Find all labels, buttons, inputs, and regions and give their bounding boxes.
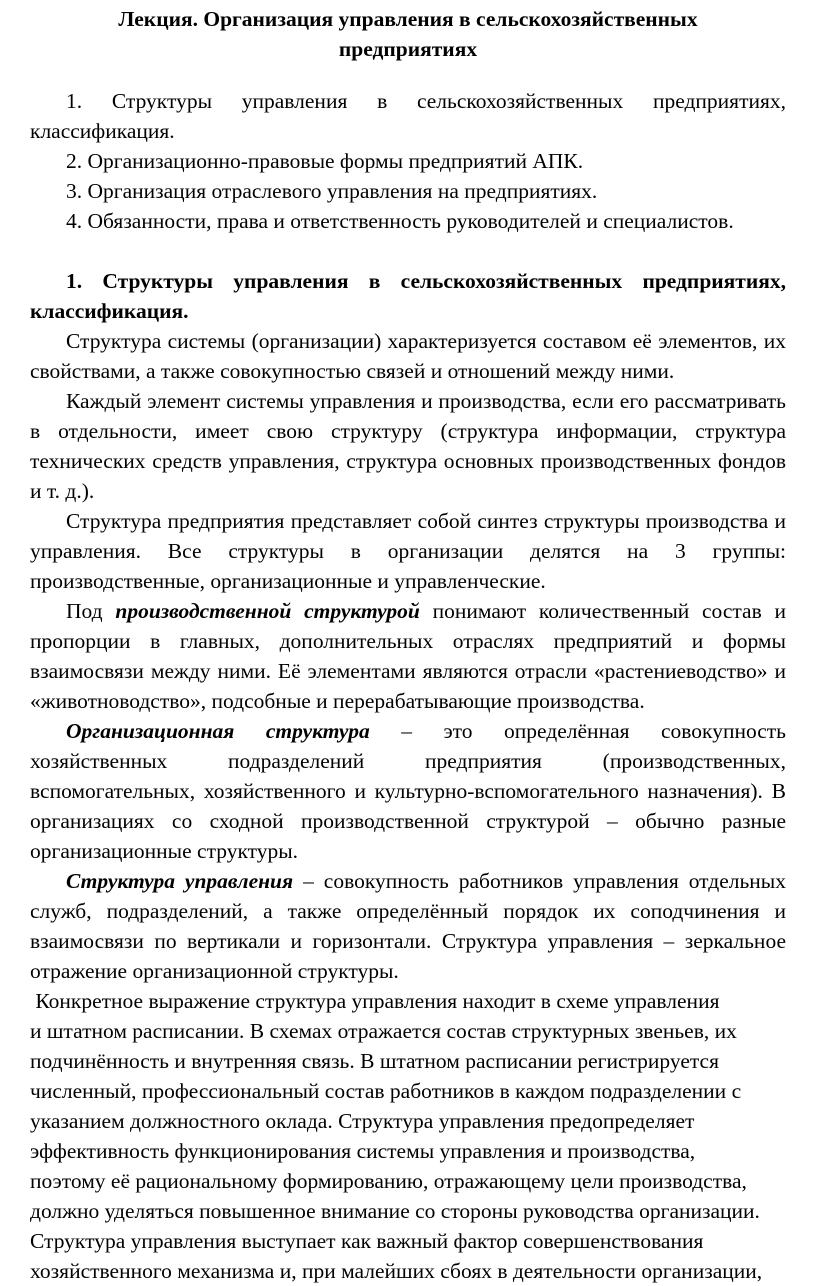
- lecture-title: [30, 4, 786, 64]
- expression-line-9: Структура управления выступает как важный фактор совершенствования: [30, 1229, 704, 1253]
- expression-line-2: и штатном расписании. В схемах отражается состав структурных звеньев, их: [30, 1019, 737, 1043]
- paragraph-enterprise-structure: Структура предприятия представляет собой синтез структуры производства и управления. Все структуры в организации делятся на 3 группы: производственные, организационные и управленческие.: [30, 509, 786, 593]
- management-structure-text: – совокупность работников управления отдельных служб, подразделений, а также определённый порядок их соподчинения и взаимосвязи по вертикали и горизонтали. Структура управления – зеркальное отражение организационной структуры.: [30, 869, 786, 983]
- toc-item-1: [30, 86, 786, 146]
- lecture-title-line-2: предприятиях: [338, 37, 478, 61]
- document-page: [30, 0, 786, 1286]
- organizational-structure-text: – это определённая совокупность хозяйственных подразделений предприятия (производственных, вспомогательных, хозяйственного и культурно-вспомогательного назначения). В организациях со сходной производственной структурой – обычно разные организационные структуры.: [30, 719, 786, 863]
- paragraph-management-structure: [30, 866, 786, 986]
- expression-line-6: эффективность функционирования системы управления и производства,: [30, 1139, 696, 1163]
- expression-line-1: Конкретное выражение структура управления находит в схеме управления: [30, 989, 720, 1013]
- expression-line-10: хозяйственного механизма и, при малейших сбоях в деятельности организации,: [30, 1259, 763, 1283]
- expression-line-7: поэтому её рациональному формированию, отражающему цели производства,: [30, 1169, 747, 1193]
- toc-item-2: 2. Организационно-правовые формы предприятий АПК.: [66, 149, 584, 173]
- management-structure-term: Структура управления: [66, 869, 294, 893]
- paragraph-structure-definition: Структура системы (организации) характеризуется составом её элементов, их свойствами, а также совокупностью связей и отношений между ними.: [30, 329, 786, 383]
- section-heading: 1. Структуры управления в сельскохозяйственных предприятиях, классификация.: [30, 269, 786, 323]
- production-structure-term: производственной структурой: [115, 599, 420, 623]
- production-structure-text: понимают количественный состав и пропорции в главных, дополнительных отраслях предприятий и формы взаимосвязи между ними. Её элементами являются отрасли «растениеводство» и «животноводство», подсобные и перерабатывающие производства.: [30, 599, 786, 713]
- production-structure-prefix: Под: [66, 599, 116, 623]
- expression-line-5: указанием должностного оклада. Структура управления предопределяет: [30, 1109, 695, 1133]
- paragraph-management-expression: [30, 986, 786, 1286]
- expression-line-8: должно уделяться повышенное внимание со стороны руководства организации.: [30, 1199, 760, 1223]
- paragraph-production-structure: [30, 596, 786, 716]
- paragraph-element-structure: Каждый элемент системы управления и производства, если его рассматривать в отдельности, имеет свою структуру (структура информации, структура технических средств управления, структура основных производственных фондов и т. д.).: [30, 389, 786, 503]
- lecture-title-line-1: Лекция. Организация управления в сельскохозяйственных: [118, 7, 698, 31]
- expression-line-4: численный, профессиональный состав работников в каждом подразделении с: [30, 1079, 742, 1103]
- toc-item-1-text: 1. Структуры управления в сельскохозяйственных предприятиях, классификация.: [30, 89, 786, 143]
- toc-item-3: 3. Организация отраслевого управления на предприятиях.: [66, 179, 598, 203]
- toc-item-4: 4. Обязанности, права и ответственность руководителей и специалистов.: [66, 209, 734, 233]
- paragraph-organizational-structure: [30, 716, 786, 866]
- table-of-contents: [30, 86, 786, 236]
- organizational-structure-term: Организационная структура: [66, 719, 370, 743]
- expression-line-3: подчинённость и внутренняя связь. В штатном расписании регистрируется: [30, 1049, 719, 1073]
